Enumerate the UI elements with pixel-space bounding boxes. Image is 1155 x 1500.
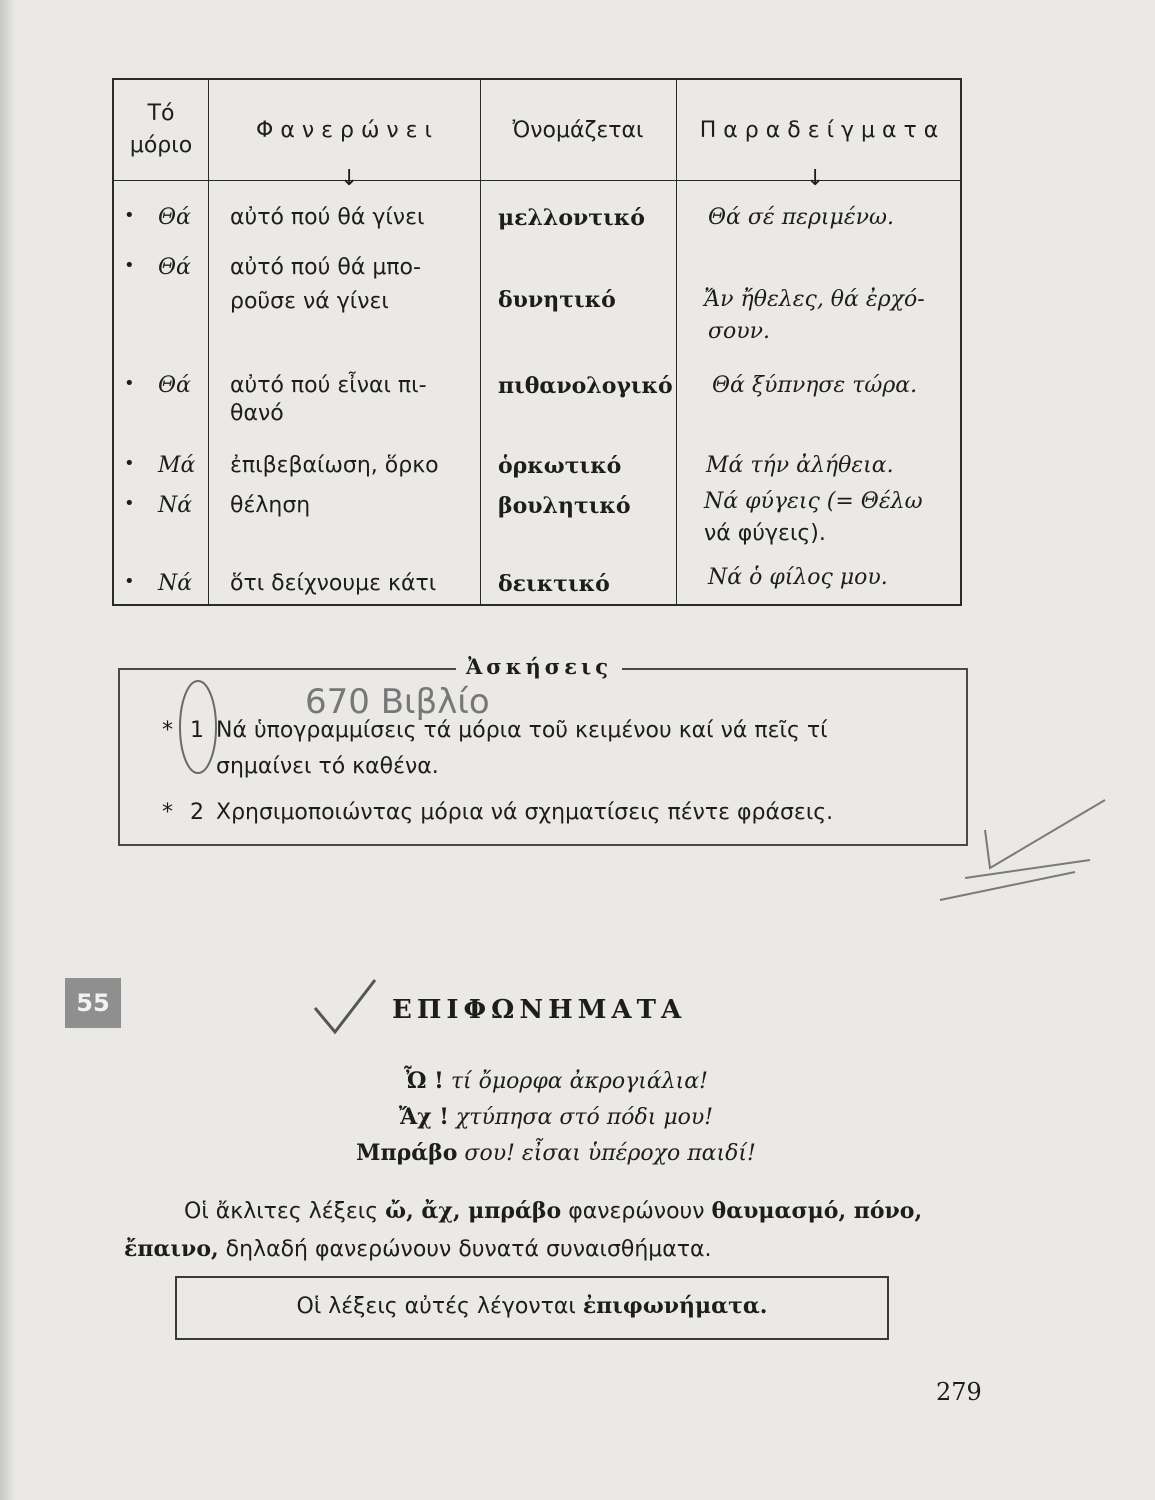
exercise-number: 1 — [190, 718, 204, 743]
example-cell: Θά ξύπνησε τώρα. — [712, 373, 918, 398]
header-particle: Τό μόριο — [129, 101, 193, 158]
definition-lead: Οἱ λέξεις αὐτές λέγονται — [296, 1294, 583, 1319]
name-cell: δυνητικό — [498, 287, 616, 313]
reveals-cell: αὐτό πού θά μπο- — [230, 255, 421, 280]
exercise-marker: * — [162, 800, 173, 825]
column-divider — [480, 78, 481, 606]
paragraph-text: Οἱ ἄκλιτες λέξεις — [184, 1199, 386, 1224]
example-cell: Νά φύγεις (= Θέλω — [704, 489, 923, 514]
paragraph-text: φανερώνουν — [561, 1199, 712, 1224]
exercises-title: Ἀσκήσεις — [456, 654, 622, 679]
example-text: τί ὄμορφα ἀκρογιάλια! — [443, 1069, 708, 1094]
paragraph-text: δηλαδή φανερώνουν δυνατά συναισθήματα. — [218, 1237, 712, 1262]
particle-cell: Θά — [158, 373, 191, 398]
check-mark — [315, 980, 375, 1032]
reveals-cell: αὐτό πού εἶναι πι- — [230, 373, 427, 398]
column-divider — [208, 78, 209, 606]
particle-cell: Νά — [158, 493, 193, 518]
reveals-cell: θέληση — [230, 493, 311, 518]
example-line — [256, 1104, 856, 1130]
example-cell: Μά τήν ἀλήθεια. — [706, 453, 894, 478]
down-arrow-icon: ↓ — [340, 166, 359, 191]
paragraph-line — [184, 1192, 922, 1231]
page-number: 279 — [936, 1378, 982, 1406]
header-divider — [112, 180, 962, 181]
interjection: Μπράβο — [356, 1140, 458, 1166]
reveals-cell: ροῦσε νά γίνει — [230, 289, 389, 314]
interjection: Ὦ ! — [404, 1068, 444, 1094]
header-examples: Π α ρ α δ ε ί γ μ α τ α — [699, 118, 939, 143]
header-named: Ὀνομάζεται — [512, 118, 644, 143]
exercise-text: σημαίνει τό καθένα. — [216, 754, 439, 779]
section-title: ΕΠΙΦΩΝΗΜΑΤΑ — [392, 995, 687, 1025]
paragraph-bold: θαυμασμό, πόνο, — [711, 1198, 923, 1224]
name-cell: πιθανολογικό — [498, 373, 673, 399]
exercise-marker: * — [162, 718, 173, 743]
column-divider — [676, 78, 677, 606]
exercise-text: Χρησιμοποιώντας μόρια νά σχηματίσεις πέντε φράσεις. — [216, 800, 834, 825]
particle-cell: Νά — [158, 571, 193, 596]
reveals-cell: ἐπιβεβαίωση, ὅρκο — [230, 453, 439, 478]
reveals-cell: ὅτι δείχνουμε κάτι — [230, 571, 437, 596]
name-cell: ὁρκωτικό — [498, 453, 622, 479]
particle-cell: Θά — [158, 205, 191, 230]
down-arrow-icon: ↓ — [806, 166, 825, 191]
definition-text — [177, 1293, 887, 1319]
example-cell: Νά ὁ φίλος μου. — [708, 565, 888, 590]
particle-cell: Θά — [158, 255, 191, 280]
particles-table — [112, 78, 962, 606]
header-reveals: Φ α ν ε ρ ώ ν ε ι — [256, 118, 432, 143]
paragraph-line — [124, 1230, 712, 1269]
reveals-cell: αὐτό πού θά γίνει — [230, 205, 425, 230]
table-frame — [112, 78, 962, 606]
handwritten-note: 670 Βιβλίο — [305, 682, 490, 722]
bullet-icon: • — [124, 205, 135, 226]
bullet-icon: • — [124, 571, 135, 592]
particle-cell: Μά — [158, 453, 196, 478]
exercise-text: Νά ὑπογραμμίσεις τά μόρια τοῦ κειμένου καί νά πεῖς τί — [216, 718, 828, 743]
bullet-icon: • — [124, 493, 135, 514]
example-line — [256, 1068, 856, 1094]
name-cell: βουλητικό — [498, 493, 631, 519]
example-text: σου! εἶσαι ὑπέροχο παιδί! — [457, 1141, 756, 1166]
exercises-box — [118, 654, 968, 846]
exercise-number: 2 — [190, 800, 204, 825]
paragraph-bold: ὤ, ἄχ, μπράβο — [385, 1198, 562, 1224]
name-cell: δεικτικό — [498, 571, 610, 597]
paragraph-bold: ἔπαινο, — [124, 1236, 219, 1262]
name-cell: μελλοντικό — [498, 205, 645, 231]
page-edge-shadow — [0, 0, 16, 1500]
definition-term: ἐπιφωνήματα. — [582, 1293, 768, 1319]
example-cell: Ἄν ἤθελες, θά ἐρχό- — [704, 287, 925, 312]
example-cell: Θά σέ περιμένω. — [708, 205, 894, 230]
reveals-cell: θανό — [230, 401, 284, 426]
section-number-badge: 55 — [65, 978, 121, 1028]
example-cell: νά φύγεις). — [704, 521, 826, 546]
example-cell: σουν. — [708, 319, 771, 344]
example-line — [256, 1140, 856, 1166]
example-text: χτύπησα στό πόδι μου! — [448, 1105, 714, 1130]
bullet-icon: • — [124, 255, 135, 276]
interjection: Ἄχ ! — [398, 1104, 449, 1130]
definition-box — [175, 1276, 889, 1340]
bullet-icon: • — [124, 453, 135, 474]
bullet-icon: • — [124, 373, 135, 394]
